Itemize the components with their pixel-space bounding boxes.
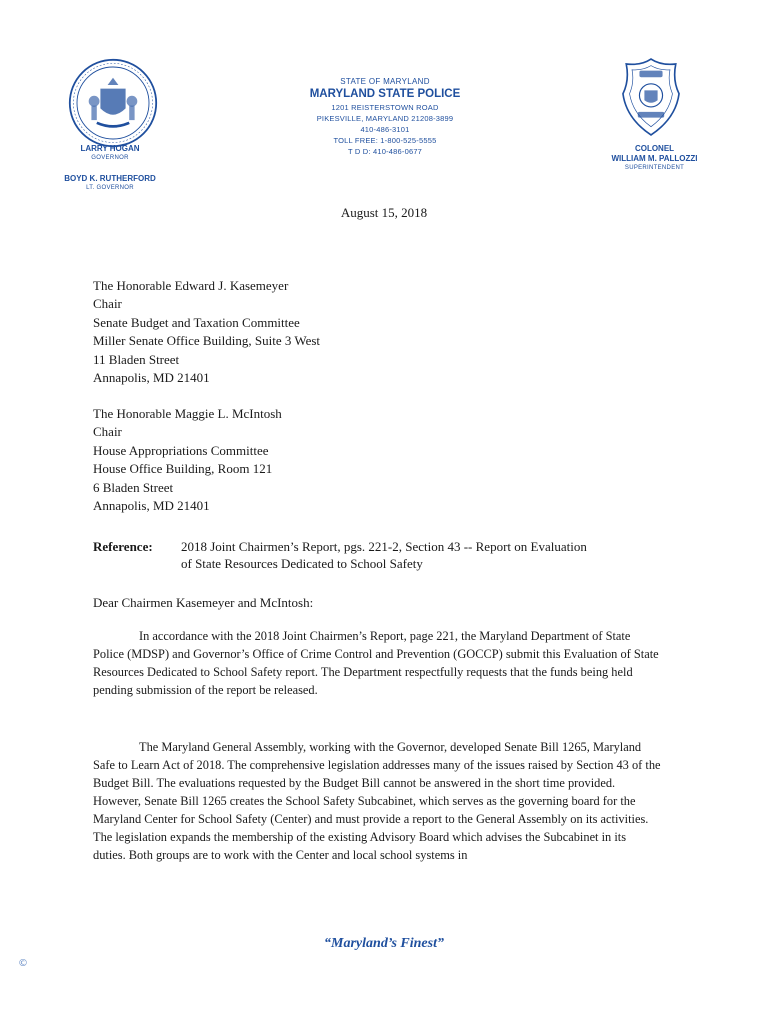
letterhead-toll-free: TOLL FREE: 1-800-525-5555 <box>333 136 437 145</box>
letterhead-address-2: PIKESVILLE, MARYLAND 21208-3899 <box>316 114 454 123</box>
body-paragraph: The Maryland General Assembly, working with the Governor, developed Senate Bill 1265, Maryland Safe to Learn Act of 2018. The comprehensive legislation addresses many of the issues raised by Section 43 of the Budget Bill. The evaluations requested by the Budget Bill cannot be answered in the short time provided. However, Senate Bill 1265 creates the School Safety Subcabinet, which serves as the governing board for the Maryland Center for School Safety (Center) and must provide a report to the General Assembly on its activities. The legislation expands the membership of the existing Advisory Board which advises the Subcabinet in its duties. Both groups are to work with the Center and local school systems in <box>93 740 661 862</box>
reference-line-2: of State Resources Dedicated to School Safety <box>181 556 423 571</box>
recipient-2-line: 6 Bladen Street <box>93 479 174 495</box>
superintendent-title: SUPERINTENDENT <box>624 165 685 171</box>
letterhead-agency: MARYLAND STATE POLICE <box>309 88 461 100</box>
copyright-mark-icon: © <box>18 958 28 969</box>
governor-name: LARRY HOGAN <box>80 144 140 153</box>
recipient-1-line: The Honorable Edward J. Kasemeyer <box>93 278 289 293</box>
recipient-2-line: House Office Building, Room 121 <box>93 461 273 477</box>
recipient-1-line: Annapolis, MD 21401 <box>93 370 210 386</box>
recipient-2-line: Chair <box>93 424 122 440</box>
superintendent-name: WILLIAM M. PALLOZZI <box>611 154 698 163</box>
recipient-1-line: Miller Senate Office Building, Suite 3 West <box>93 333 321 349</box>
letterhead-address-1: 1201 REISTERSTOWN ROAD <box>331 103 439 112</box>
letterhead-state: STATE OF MARYLAND <box>340 77 430 86</box>
reference-block <box>93 538 671 572</box>
police-badge-icon <box>618 55 684 139</box>
superintendent-rank: COLONEL <box>634 144 675 153</box>
reference-label: Reference: <box>93 539 153 554</box>
reference-text <box>181 538 671 572</box>
state-seal-icon <box>68 58 158 148</box>
letterhead-tdd: T D D: 410-486-0677 <box>347 147 423 156</box>
recipient-2-line: House Appropriations Committee <box>93 442 269 458</box>
letterhead-phone: 410-486-3101 <box>360 125 410 134</box>
recipient-1-line: 11 Bladen Street <box>93 351 180 367</box>
lt-governor-name: BOYD K. RUTHERFORD <box>64 174 156 183</box>
governor-block <box>30 144 190 192</box>
recipient-2-line: The Honorable Maggie L. McIntosh <box>93 406 282 421</box>
salutation: Dear Chairmen Kasemeyer and McIntosh: <box>93 595 314 610</box>
letterhead <box>250 76 520 157</box>
superintendent-block <box>582 144 727 172</box>
recipient-1-line: Senate Budget and Taxation Committee <box>93 314 300 330</box>
body-paragraph: In accordance with the 2018 Joint Chairmen’s Report, page 221, the Maryland Department of State Police (MDSP) and Governor’s Office of Crime Control and Prevention (GOCCP) submit this Evaluation of State Resources Dedicated to School Safety report. The Department respectfully requests that the funds being held pending submission of the report be released. <box>93 629 659 697</box>
lt-governor-title: LT. GOVERNOR <box>86 185 134 191</box>
governor-title: GOVERNOR <box>91 155 129 161</box>
recipient-1-line: Chair <box>93 296 122 312</box>
letter-date: August 15, 2018 <box>340 205 428 220</box>
recipient-2-line: Annapolis, MD 21401 <box>93 498 210 514</box>
recipient-address-2 <box>93 405 282 515</box>
reference-line-1: 2018 Joint Chairmen’s Report, pgs. 221-2, Section 43 -- Report on Evaluation <box>181 539 587 554</box>
recipient-address-1 <box>93 277 320 387</box>
footer-motto: “Maryland’s Finest” <box>324 936 444 951</box>
